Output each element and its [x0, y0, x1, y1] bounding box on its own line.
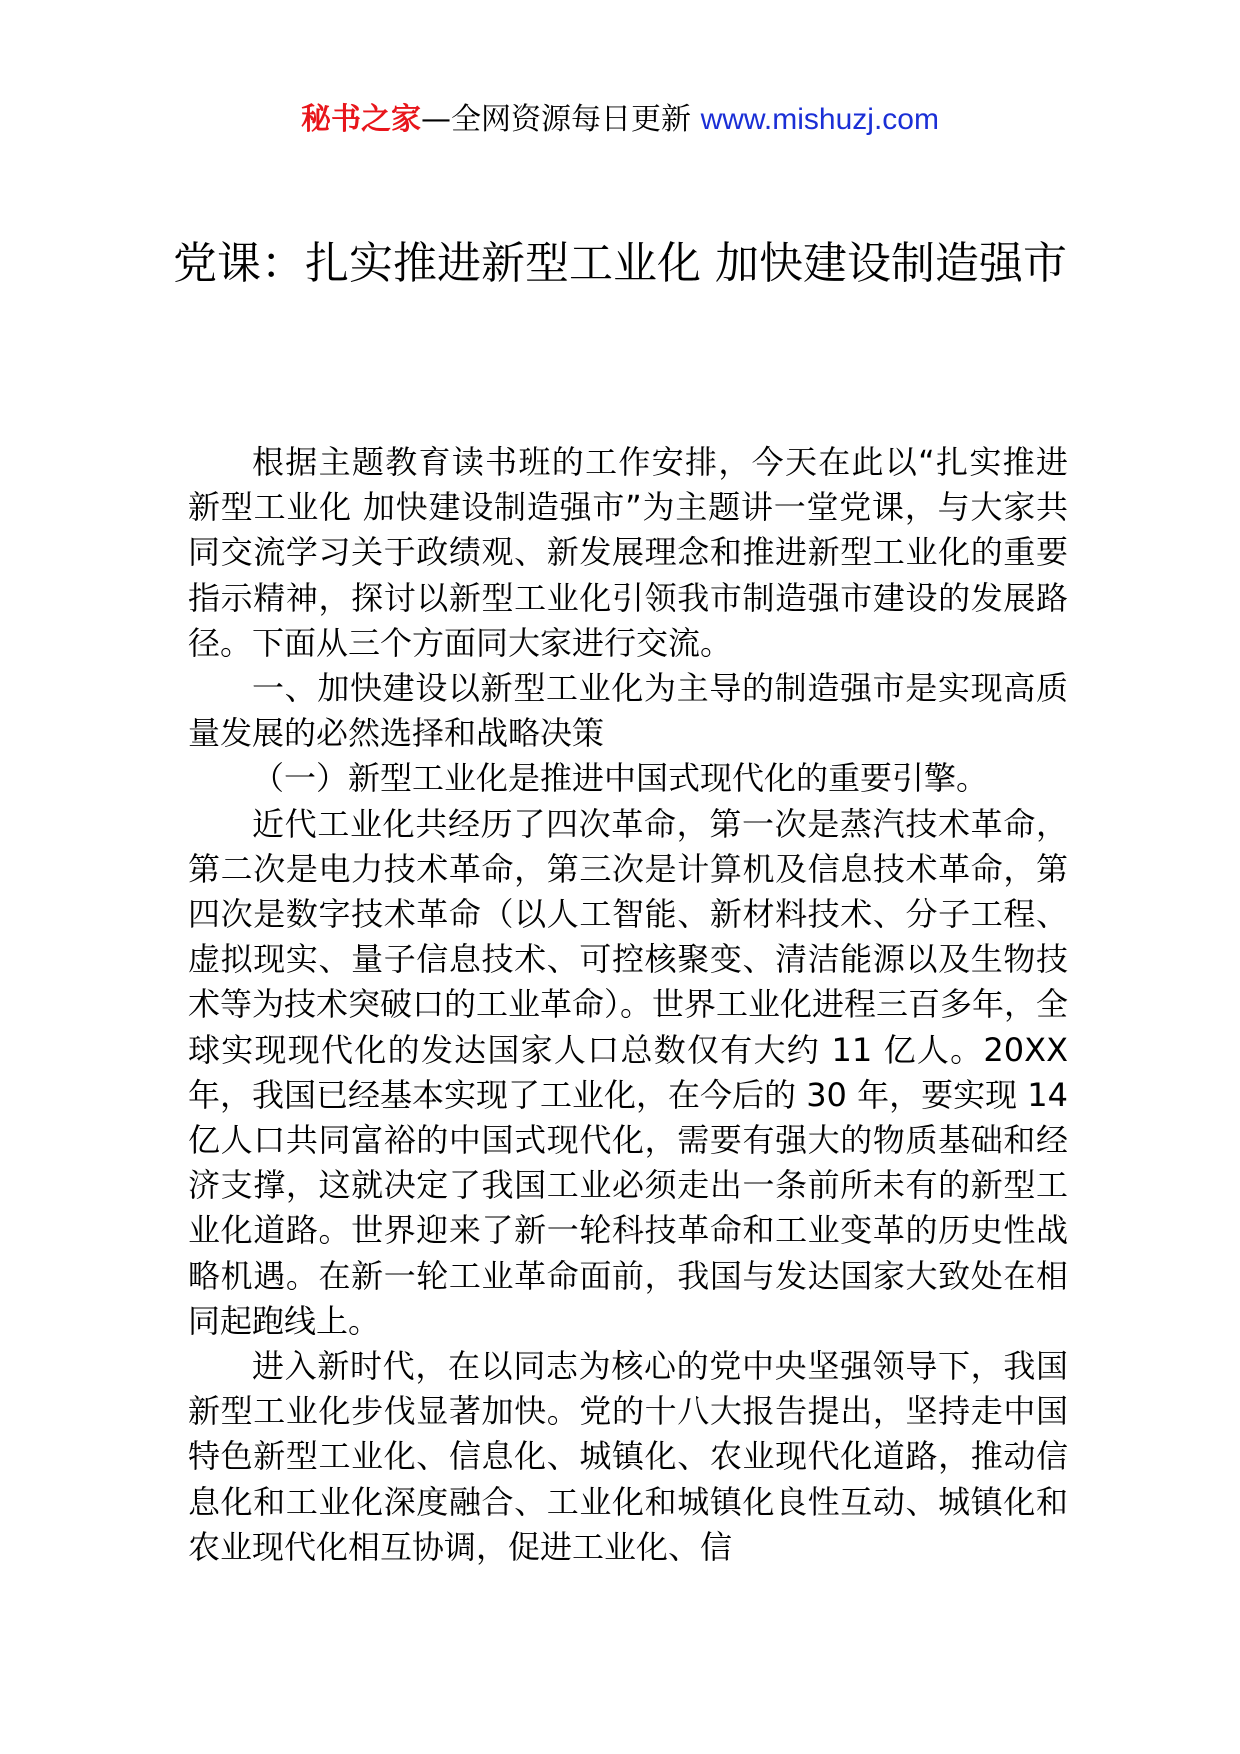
site-header: [0, 100, 1240, 140]
document-body: [188, 440, 1068, 1570]
document-title: 党课：扎实推进新型工业化 加快建设制造强市: [173, 238, 1067, 289]
header-slogan: —全网资源每日更新: [421, 102, 701, 137]
subsection-heading-1: （一）新型工业化是推进中国式现代化的重要引擎。: [252, 759, 989, 798]
section-heading-1: 一、加快建设以新型工业化为主导的制造强市是实现高质量发展的必然选择和战略决策: [188, 669, 1068, 753]
site-url-link[interactable]: www.mishuzj.com: [700, 103, 939, 136]
paragraph-new-era: 进入新时代，在以同志为核心的党中央坚强领导下，我国新型工业化步伐显著加快。党的十八大报告提出，坚持走中国特色新型工业化、信息化、城镇化、农业现代化道路，推动信息化和工业化深度融合、工业化和城镇化良性互动、城镇化和农业现代化相互协调，促进工业化、信: [188, 1347, 1068, 1566]
brand-name: 秘书之家: [301, 102, 422, 137]
paragraph-industrial-revolutions: 近代工业化共经历了四次革命，第一次是蒸汽技术革命，第二次是电力技术革命，第三次是计算机及信息技术革命，第四次是数字技术革命（以人工智能、新材料技术、分子工程、虚拟现实、量子信息技术、可控核聚变、清洁能源以及生物技术等为技术突破口的工业革命）。世界工业化进程三百多年，全球实现现代化的发达国家人口总数仅有大约 11 亿人。20XX 年，我国已经基本实现了工业化，在今后的 30 年，要实现 14 亿人口共同富裕的中国式现代化，需要有强大的物质基础和经济支撑，这就决定了我国工业必须走出一条前所未有的新型工业化道路。世界迎来了新一轮科技革命和工业变革的历史性战略机遇。在新一轮工业革命面前，我国与发达国家大致处在相同起跑线上。: [188, 804, 1069, 1340]
paragraph-intro: 根据主题教育读书班的工作安排，今天在此以“扎实推进新型工业化 加快建设制造强市”为主题讲一堂党课，与大家共同交流学习关于政绩观、新发展理念和推进新型工业化的重要指示精神，探讨以新型工业化引领我市制造强市建设的发展路径。下面从三个方面同大家进行交流。: [188, 443, 1068, 662]
